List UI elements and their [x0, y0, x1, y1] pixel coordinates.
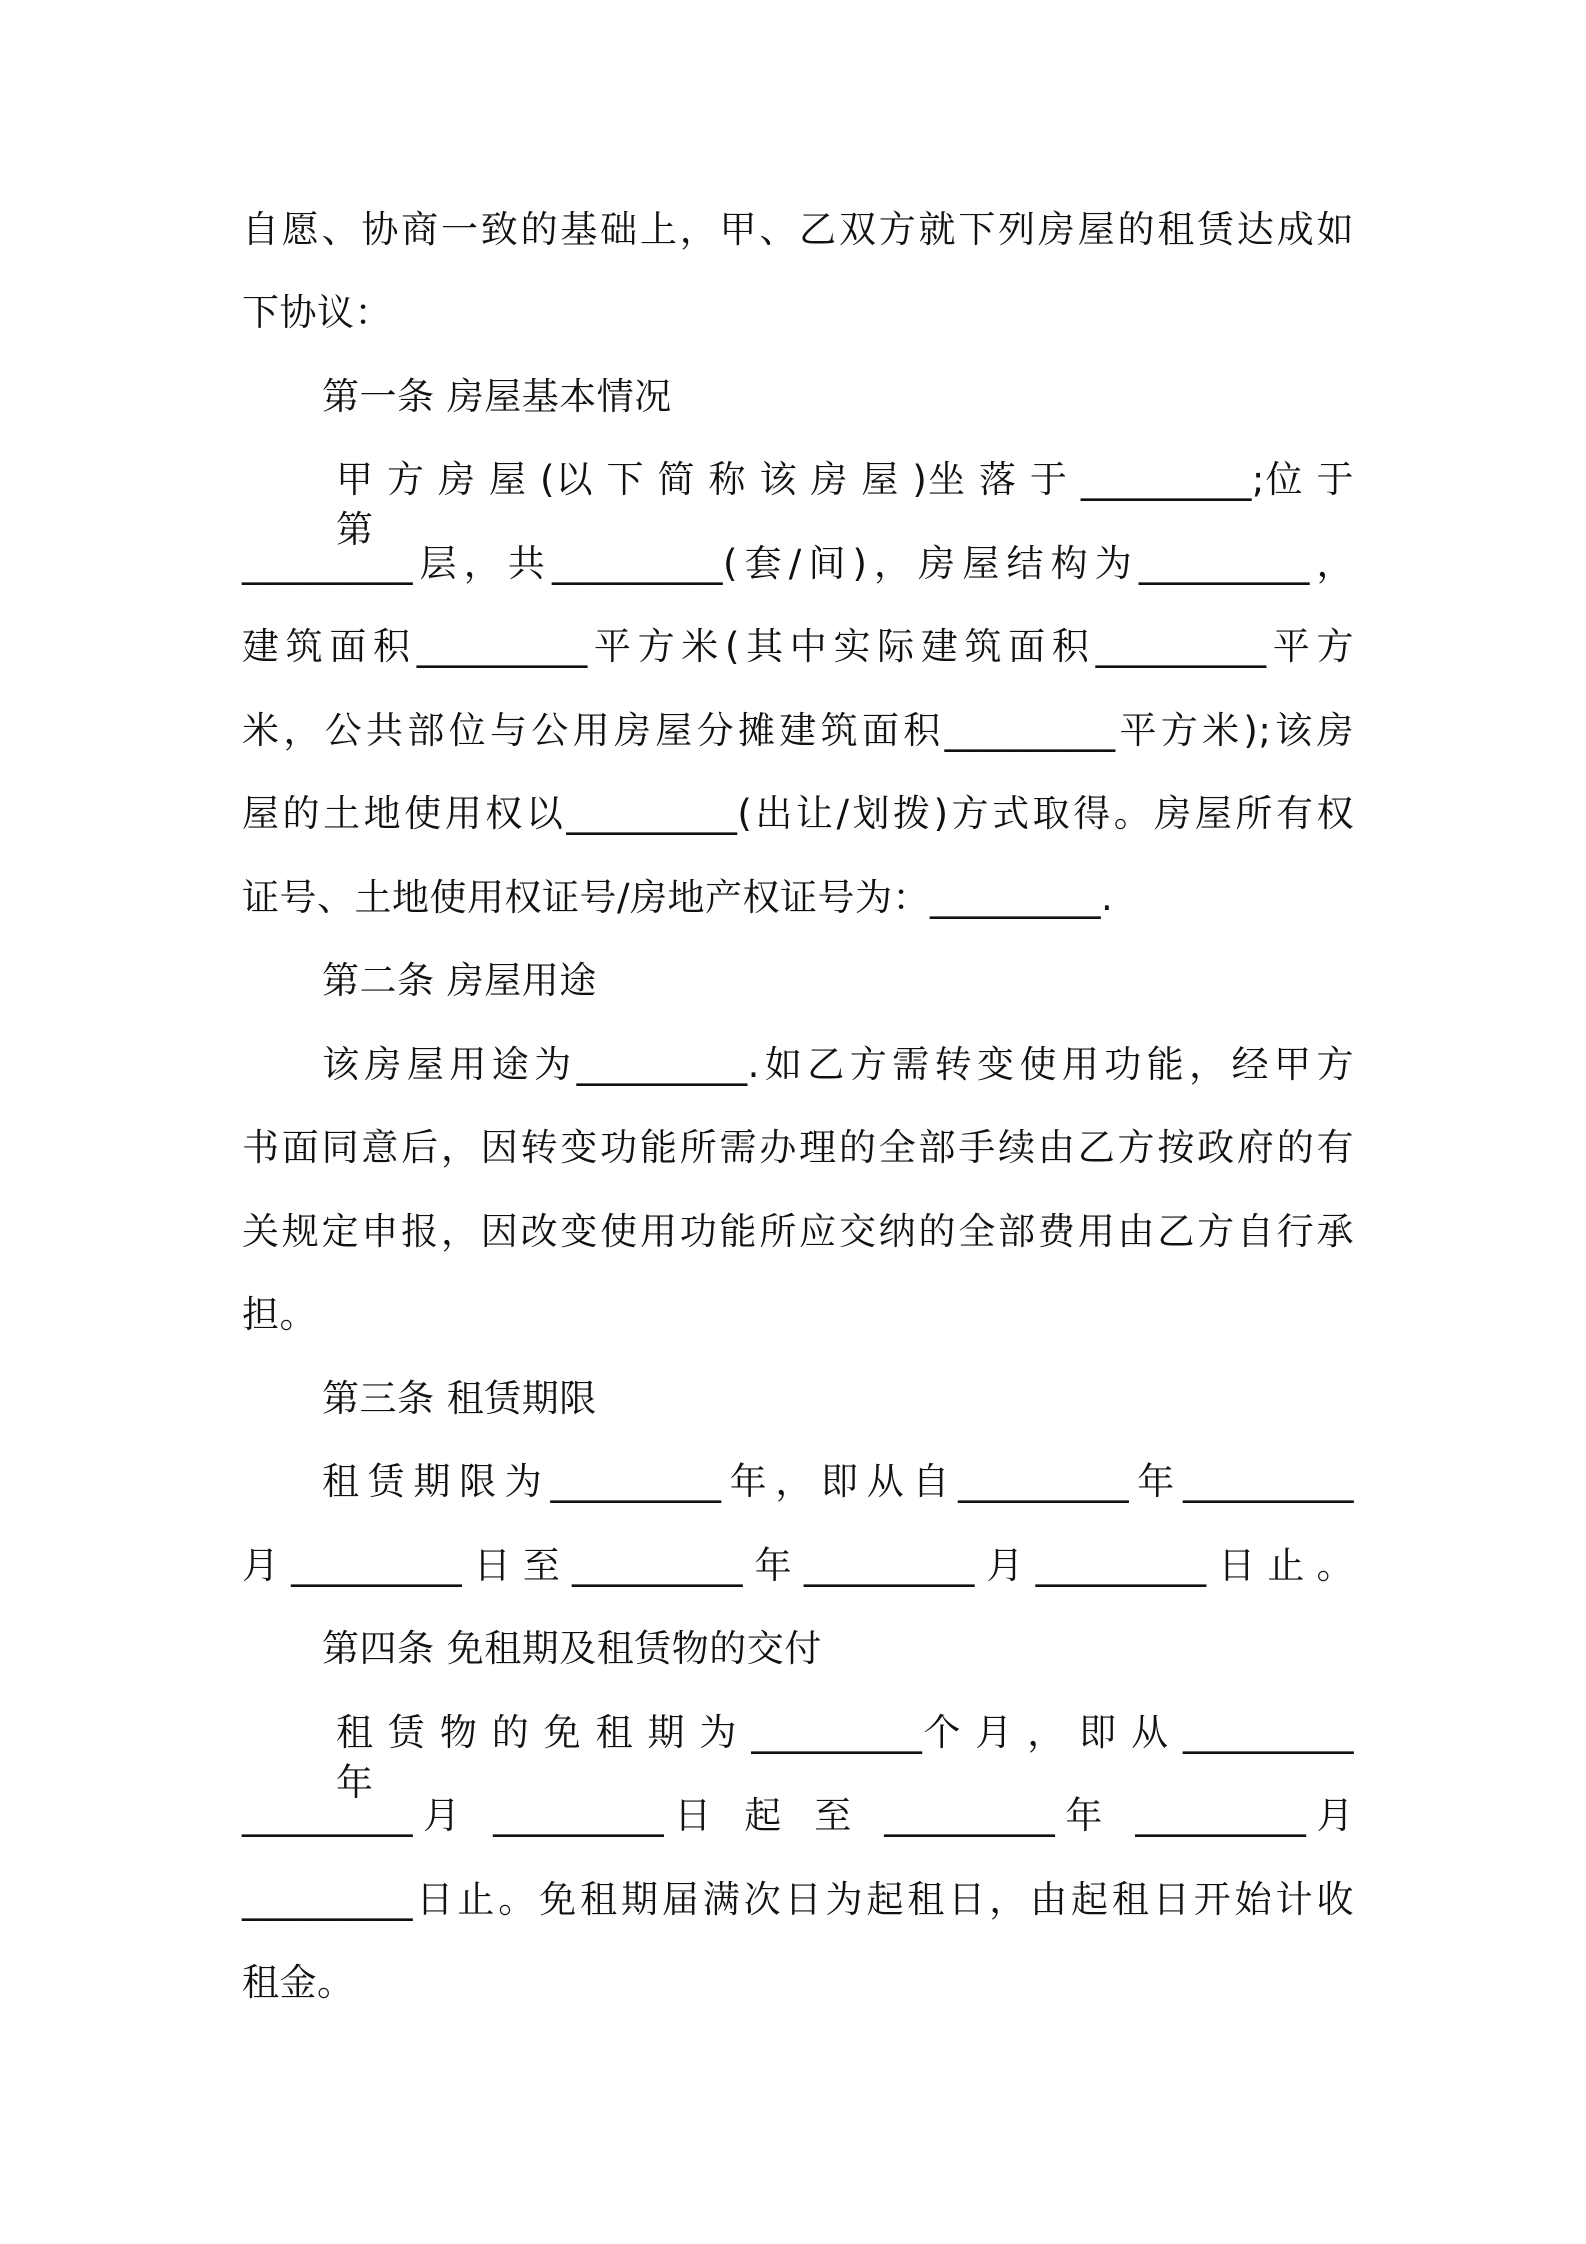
paragraph-line: 租 赁 物 的 免 租 期 为 _________个 月 ， 即 从 _________年 — [336, 1711, 1354, 1804]
paragraph-line: 屋的土地使用权以_________(出让/划拨)方式取得。房屋所有权 — [242, 792, 1354, 835]
paragraph-line: 书面同意后，因转变功能所需办理的全部手续由乙方按政府的有 — [242, 1126, 1354, 1169]
section-heading: 第一条 房屋基本情况 — [322, 375, 672, 418]
paragraph-line: 下协议： — [242, 291, 392, 334]
paragraph-line: 建筑面积_________平方米(其中实际建筑面积_________平方 — [242, 625, 1354, 668]
paragraph-line: _________层，共_________(套/间)，房屋结构为_________， — [242, 542, 1354, 585]
paragraph-line: 证号、土地使用权证号/房地产权证号为：_________. — [242, 876, 1114, 919]
paragraph-line: 该房屋用途为_________.如乙方需转变使用功能，经甲方 — [322, 1043, 1354, 1086]
paragraph-line: 自愿、协商一致的基础上，甲、乙双方就下列房屋的租赁达成如 — [242, 208, 1354, 251]
section-heading: 第四条 免租期及租赁物的交付 — [322, 1627, 822, 1670]
paragraph-line: 米，公共部位与公用房屋分摊建筑面积_________平方米);该房 — [242, 709, 1354, 752]
section-heading: 第二条 房屋用途 — [322, 959, 597, 1002]
paragraph-line: 租赁期限为_________年，即从自_________年_________ — [322, 1460, 1354, 1503]
section-heading: 第三条 租赁期限 — [322, 1377, 597, 1420]
paragraph-line: 担。 — [242, 1293, 317, 1336]
paragraph-line: 甲 方 房 屋 (以 下 简 称 该 房 屋 )坐 落 于 _________;位 于 第 — [336, 458, 1354, 551]
paragraph-line: 月_________日至_________年_________月_________日止。 — [242, 1544, 1354, 1587]
paragraph-line: 租金。 — [242, 1961, 355, 2004]
paragraph-line: _________月 _________日 起 至 _________年 _________月 — [242, 1794, 1354, 1837]
paragraph-line: _________日止。免租期届满次日为起租日，由起租日开始计收 — [242, 1878, 1354, 1921]
paragraph-line: 关规定申报，因改变使用功能所应交纳的全部费用由乙方自行承 — [242, 1210, 1354, 1253]
